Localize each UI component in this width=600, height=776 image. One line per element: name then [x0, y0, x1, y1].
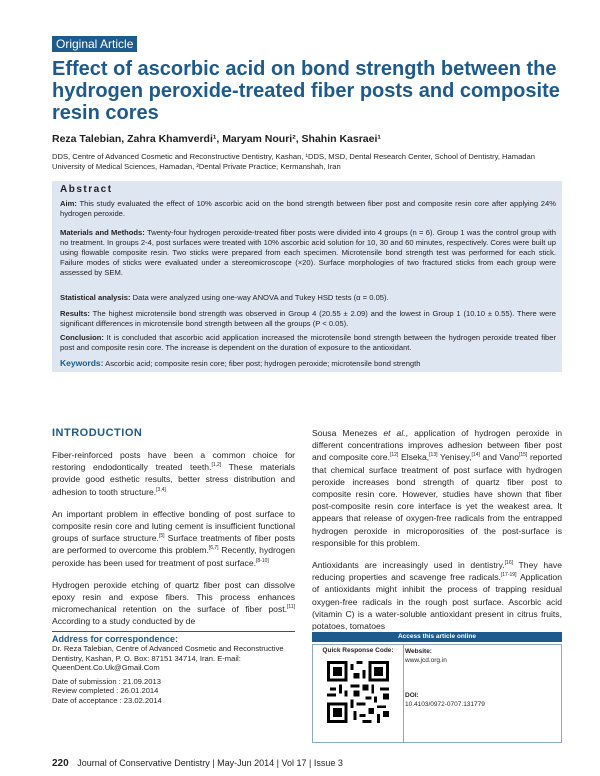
methods-text: Twenty-four hydrogen peroxide-treated fiber posts were divided into 4 groups (n = 6). Group 1 was the control group with no treatment. In groups 2-4, post surfaces were treated with 10% ascorbic acid solution for 10, 30 and 60 minutes, respectively. Cores were built up using flowable composite resin. Two sticks were prepared from each specimen. Microtensile bond strength test was performed for each stick. Failure modes of sticks were evaluated under a stereomicroscope (×20). Surface morphologies of two fractured sticks from each group were assessed by SEM. — [60, 228, 556, 277]
access-online-box — [312, 632, 562, 745]
keywords — [60, 358, 556, 368]
intro-paragraph: An important problem in effective bonding of post surface to composite resin core and luting cement is insufficient functional groups of surface structure.[5] Surface treatments of fiber posts are performed to overcome this problem.[6,7] Recently, hydrogen peroxide has been used for treatment of post surface.[8-10] — [52, 508, 296, 568]
results-text: The highest microtensile bond strength was observed in Group 4 (20.55 ± 2.09) and the lowest in Group 1 (10.10 ± 0.55). There were significant differences in microtensile bond strength between all the groups (P < 0.05). — [60, 309, 556, 328]
article-type-badge: Original Article — [52, 36, 137, 52]
website-label: Website: — [405, 648, 432, 655]
article-title: Effect of ascorbic acid on bond strength between the hydrogen peroxide-treated fiber posts and composite resin cores — [52, 58, 560, 124]
keywords-label: Keywords: — [60, 358, 104, 368]
correspondence-address: Dr. Reza Talebian, Centre of Advanced Cosmetic and Reconstructive Dentistry, Kashan, P. O. Box: 87151 34714, Iran. E-mail: QueenDent.Co.Uk@Gmail.Com — [52, 644, 284, 672]
stats-text: Data were analyzed using one-way ANOVA and Tukey HSD tests (α = 0.05). — [132, 293, 389, 302]
intro-column-right — [312, 427, 562, 642]
qr-code-icon[interactable] — [327, 661, 389, 723]
aim-label: Aim: — [60, 199, 77, 208]
journal-info: Journal of Conservative Dentistry | May-Jun 2014 | Vol 17 | Issue 3 — [77, 758, 343, 768]
date-review: Review completed : 26.01.2014 — [52, 686, 159, 695]
intro-paragraph: Hydrogen peroxide etching of quartz fiber post can dissolve epoxy resin and expose fibers. This process enhances micromechanical retention on the surface of fiber post.[11] According to a study conducted by de — [52, 579, 295, 627]
aim-text: This study evaluated the effect of 10% ascorbic acid on the bond strength between fiber post and composite resin core after applying 24% hydrogen peroxide. — [60, 199, 556, 218]
results-label: Results: — [60, 309, 90, 318]
intro-paragraph: Sousa Menezes et al., application of hydrogen peroxide in different concentrations improves adhesion between fiber post and composite core.[12] Elseka,[13] Yenisey,[14] and Vano[15] reported that chemical surface treatment of post surface with hydrogen peroxide increases bond strength of quartz fiber post to composite resin core. However, studies have shown that fiber post-composite resin core interface is yet the weakest area. It appears that release of oxygen-free radicals from the entrapped hydrogen peroxide in microporosities of the post-surface is responsible for this problem. — [312, 428, 563, 548]
correspondence-block — [52, 631, 295, 705]
abstract-heading: Abstract — [60, 184, 113, 195]
doi-label: DOI: — [405, 692, 419, 699]
keywords-text: Ascorbic acid; composite resin core; fiber post; hydrogen peroxide; microtensile bond strength — [105, 359, 421, 368]
methods-label: Materials and Methods: — [60, 228, 145, 237]
abstract-aim — [60, 199, 556, 219]
date-acceptance: Date of acceptance : 23.02.2014 — [52, 695, 162, 705]
qr-label: Quick Response Code: — [322, 647, 394, 654]
abstract-methods — [60, 228, 556, 278]
introduction-heading: INTRODUCTION — [52, 427, 143, 439]
abstract-conclusion — [60, 333, 556, 353]
stats-label: Statistical analysis: — [60, 293, 131, 302]
page-footer — [52, 758, 562, 769]
page-number: 220 — [52, 758, 69, 769]
intro-paragraph: Antioxidants are increasingly used in dentistry.[16] They have reducing properties and scavenge free radicals.[17-19] Application of antioxidants might inhibit the process of trapping residual oxygen-free radicals in the rough post surface. Ascorbic acid (vitamin C) is a water-soluble antioxidant present in citrus fruits, potatoes, tomatoes — [312, 560, 562, 632]
access-heading: Access this article online — [312, 632, 562, 642]
author-list: Reza Talebian, Zahra Khamverdi¹, Maryam Nouri², Shahin Kasraei¹ — [52, 133, 381, 145]
website-link[interactable]: www.jcd.org.in — [405, 657, 447, 664]
abstract-stats — [60, 293, 556, 303]
correspondence-heading: Address for correspondence: — [52, 634, 179, 644]
abstract-results — [60, 309, 556, 329]
affiliations: DDS, Centre of Advanced Cosmetic and Reconstructive Dentistry, Kashan, ¹DDS, MSD, Dental Research Center, School of Dentistry, Hamadan University of Medical Sciences, Hamadan, ²Dental Private Practice, Kermanshah, Iran — [52, 152, 535, 171]
intro-paragraph: Fiber-reinforced posts have been a common choice for restoring endodontically treated teeth.[1,2] These materials provide good esthetic results, better stress distribution and adhesion to tooth structure.[3,4] — [52, 450, 295, 497]
date-submission: Date of submission : 21.09.2013 — [52, 676, 161, 686]
doi-link[interactable]: 10.4103/0972-0707.131779 — [405, 701, 485, 708]
intro-column-left — [52, 449, 295, 638]
conclusion-text: It is concluded that ascorbic acid application increased the microtensile bond strength between the hydrogen peroxide treated fiber post and composite resin core. The increase is dependent on the duration of exposure to the antioxidant. — [60, 333, 556, 352]
conclusion-label: Conclusion: — [60, 333, 104, 342]
